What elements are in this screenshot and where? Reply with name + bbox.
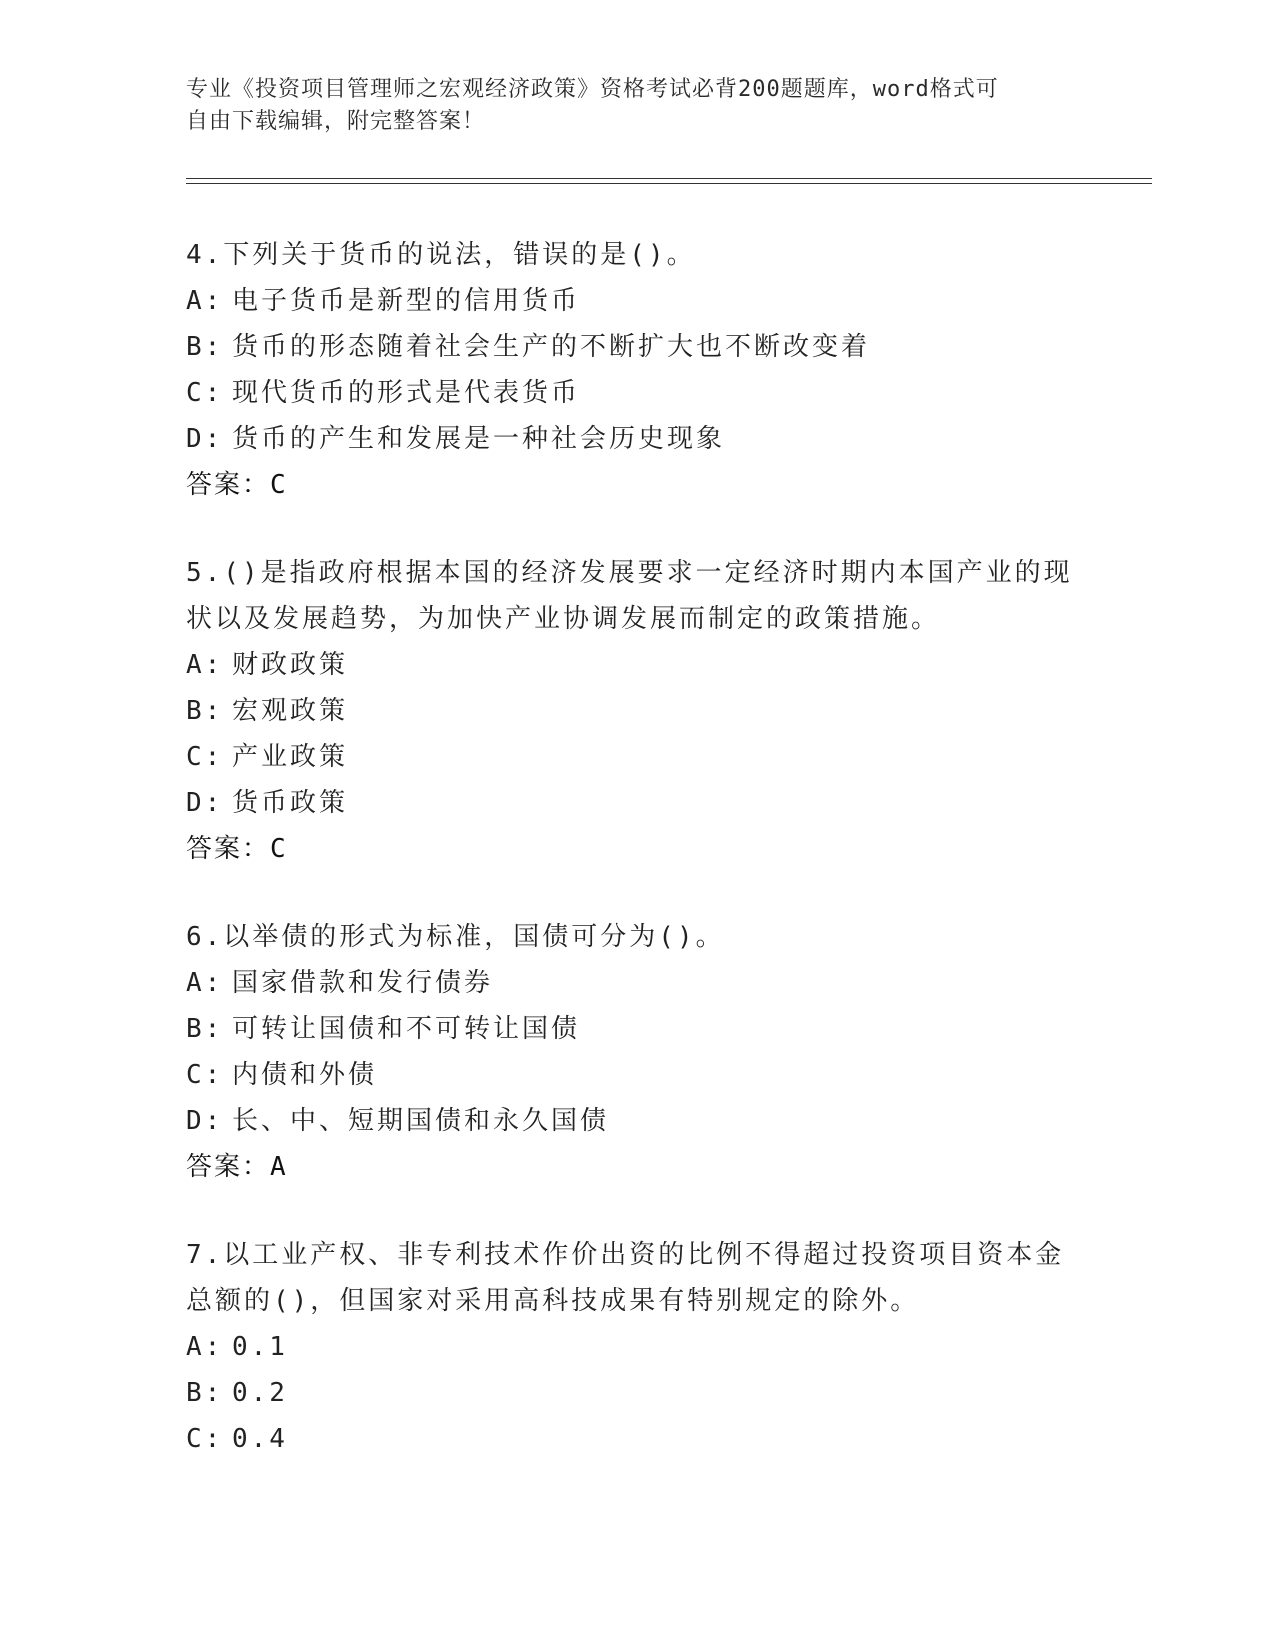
option-c [186, 370, 1066, 416]
option-a [186, 278, 1066, 324]
question-stem: 6.以举债的形式为标准，国债可分为()。 [186, 922, 725, 952]
question-list [186, 232, 1073, 1504]
option-key: B: [186, 696, 224, 726]
question-stem-line-2: 总额的()，但国家对采用高科技成果有特别规定的除外。 [186, 1286, 920, 1316]
option-b [186, 688, 1066, 734]
option-b [186, 324, 1066, 370]
option-text: 0.1 [232, 1332, 288, 1362]
option-text: 长、中、短期国债和永久国债 [232, 1106, 610, 1136]
option-key: C: [186, 742, 224, 772]
option-key: C: [186, 1424, 224, 1454]
option-b [186, 1370, 1066, 1416]
option-text: 电子货币是新型的信用货币 [232, 286, 581, 316]
option-c [186, 1416, 1066, 1462]
option-text: 0.4 [232, 1424, 288, 1454]
question-stem-line-2: 状以及发展趋势，为加快产业协调发展而制定的政策措施。 [186, 604, 941, 634]
option-key: A: [186, 1332, 224, 1362]
option-text: 货币的产生和发展是一种社会历史现象 [232, 424, 726, 454]
question-stem-line-1: 7.以工业产权、非专利技术作价出资的比例不得超过投资项目资本金 [186, 1240, 1065, 1270]
option-c [186, 734, 1066, 780]
answer-value: C [270, 834, 288, 864]
question-stem: 4.下列关于货币的说法，错误的是()。 [186, 240, 696, 270]
option-text: 宏观政策 [232, 696, 349, 726]
option-d [186, 416, 1066, 462]
question-5 [186, 550, 1073, 872]
answer [186, 462, 1066, 508]
option-text: 财政政策 [232, 650, 349, 680]
question-4 [186, 232, 1066, 508]
answer-value: C [270, 470, 288, 500]
document-header [186, 74, 1066, 138]
header-divider-bottom [186, 183, 1152, 184]
option-text: 现代货币的形式是代表货币 [232, 378, 581, 408]
option-text: 国家借款和发行债券 [232, 968, 494, 998]
option-a [186, 960, 1066, 1006]
option-key: D: [186, 424, 224, 454]
question-7 [186, 1232, 1066, 1462]
option-c [186, 1052, 1066, 1098]
option-a [186, 642, 1066, 688]
header-divider-top [186, 178, 1152, 179]
option-key: A: [186, 286, 224, 316]
header-line-1: 专业《投资项目管理师之宏观经济政策》资格考试必背200题题库，word格式可 [186, 77, 999, 102]
answer-value: A [270, 1152, 288, 1182]
option-text: 可转让国债和不可转让国债 [232, 1014, 581, 1044]
option-b [186, 1006, 1066, 1052]
answer [186, 826, 1066, 872]
answer-label: 答案： [186, 834, 271, 864]
option-key: D: [186, 788, 224, 818]
option-key: B: [186, 1014, 224, 1044]
option-text: 内债和外债 [232, 1060, 378, 1090]
answer [186, 1144, 1066, 1190]
question-6 [186, 914, 1066, 1190]
option-key: B: [186, 332, 224, 362]
option-a [186, 1324, 1066, 1370]
option-key: A: [186, 968, 224, 998]
option-key: C: [186, 378, 224, 408]
option-d [186, 780, 1066, 826]
option-d [186, 1098, 1066, 1144]
header-line-2: 自由下载编辑，附完整答案！ [186, 109, 486, 134]
question-stem-line-1: 5.()是指政府根据本国的经济发展要求一定经济时期内本国产业的现 [186, 558, 1073, 588]
option-key: B: [186, 1378, 224, 1408]
option-key: A: [186, 650, 224, 680]
option-text: 0.2 [232, 1378, 288, 1408]
option-key: D: [186, 1106, 224, 1136]
answer-label: 答案： [186, 470, 271, 500]
option-text: 货币政策 [232, 788, 349, 818]
option-text: 货币的形态随着社会生产的不断扩大也不断改变着 [232, 332, 871, 362]
option-text: 产业政策 [232, 742, 349, 772]
option-key: C: [186, 1060, 224, 1090]
answer-label: 答案： [186, 1152, 271, 1182]
